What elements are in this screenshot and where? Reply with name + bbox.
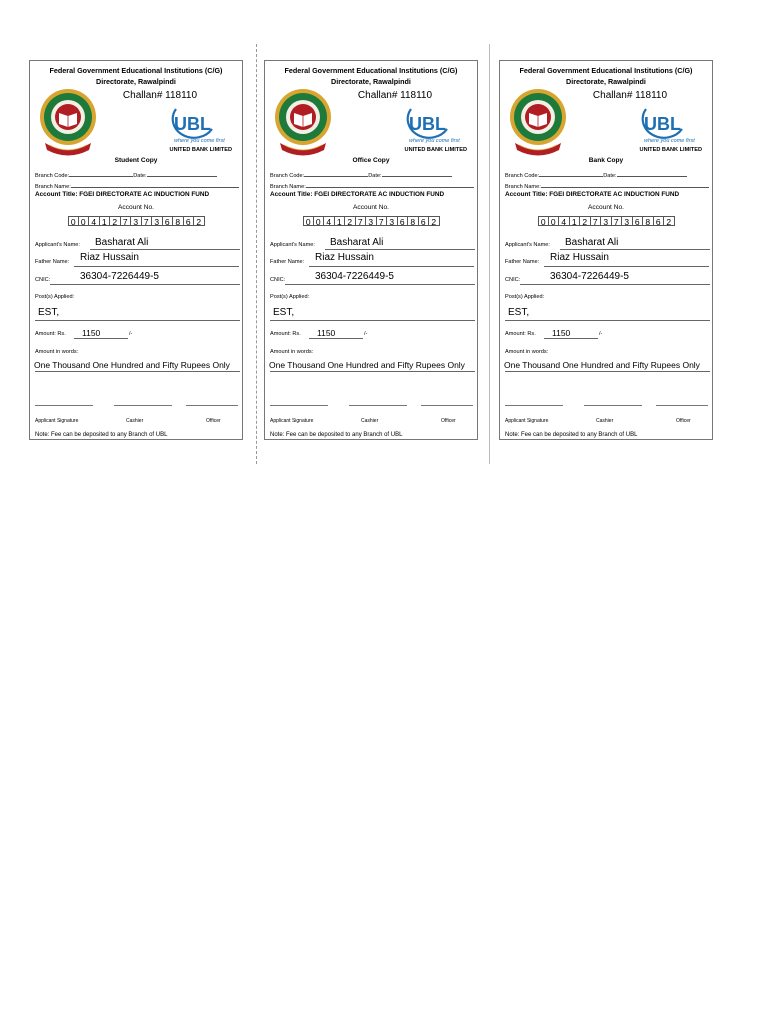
applicant-signature-label: Applicant Signature	[270, 418, 314, 424]
deposit-note: Note: Fee can be deposited to any Branch of UBL	[35, 432, 168, 438]
amount-words-value[interactable]: One Thousand One Hundred and Fifty Rupees Only	[504, 360, 700, 370]
cashier-label: Cashier	[126, 418, 144, 424]
amount-words-value[interactable]: One Thousand One Hundred and Fifty Rupees Only	[269, 360, 465, 370]
posts-value[interactable]: EST,	[38, 307, 60, 318]
ubl-logo-text: UBL	[644, 114, 681, 134]
account-digit: 4	[559, 216, 570, 226]
branch-code-input[interactable]	[304, 169, 368, 177]
posts-line	[505, 320, 710, 321]
father-name-value[interactable]: Riaz Hussain	[550, 252, 609, 263]
directorate-name: Directorate, Rawalpindi	[566, 77, 646, 86]
father-name-line	[74, 266, 239, 267]
date-input[interactable]	[147, 169, 217, 177]
officer-label: Officer	[441, 418, 456, 424]
date-input[interactable]	[382, 169, 452, 177]
ubl-logo-text: UBL	[409, 114, 446, 134]
account-digit: 0	[538, 216, 549, 226]
account-digit: 0	[549, 216, 560, 226]
account-digit: 7	[377, 216, 388, 226]
posts-label: Post(s) Applied:	[505, 294, 545, 300]
father-name-value[interactable]: Riaz Hussain	[315, 252, 374, 263]
applicant-signature-line	[35, 405, 93, 406]
account-digit: 8	[643, 216, 654, 226]
branch-code-input[interactable]	[69, 169, 133, 177]
cnic-line	[285, 284, 475, 285]
institution-name: Federal Government Educational Institutions (C/G)	[49, 66, 223, 75]
account-digit: 3	[601, 216, 612, 226]
account-number-boxes	[68, 216, 205, 226]
date-label: Date:	[133, 173, 147, 179]
account-digit: 6	[398, 216, 409, 226]
account-digit: 2	[345, 216, 356, 226]
amount-label: Amount: Rs.	[270, 331, 301, 337]
account-digit: 3	[387, 216, 398, 226]
account-digit: 0	[314, 216, 325, 226]
account-digit: 1	[100, 216, 111, 226]
challan-slip-2	[264, 60, 478, 440]
posts-line	[270, 320, 475, 321]
amount-suffix: /-	[599, 331, 603, 337]
father-name-label: Father Name:	[270, 259, 305, 265]
account-number-boxes	[303, 216, 440, 226]
account-digit: 3	[131, 216, 142, 226]
branch-code-label: Branch Code:	[505, 173, 540, 179]
applicant-name-value[interactable]: Basharat Ali	[330, 237, 384, 248]
account-digit: 2	[429, 216, 440, 226]
father-name-label: Father Name:	[35, 259, 70, 265]
applicant-name-label: Applicant's Name:	[505, 242, 550, 248]
date-input[interactable]	[617, 169, 687, 177]
account-digit: 3	[366, 216, 377, 226]
posts-label: Post(s) Applied:	[35, 294, 75, 300]
account-digit: 0	[68, 216, 79, 226]
account-number-boxes	[538, 216, 675, 226]
account-digit: 0	[303, 216, 314, 226]
amount-words-value[interactable]: One Thousand One Hundred and Fifty Rupees Only	[34, 360, 230, 370]
challan-number: Challan# 118110	[357, 90, 433, 101]
copy-title: Student Copy	[114, 157, 158, 164]
account-digit: 7	[142, 216, 153, 226]
account-title: Account Title: FGEI DIRECTORATE AC INDUCTION FUND	[35, 191, 210, 198]
ubl-logo-icon	[634, 105, 704, 147]
account-digit: 6	[633, 216, 644, 226]
applicant-name-line	[90, 249, 240, 250]
account-digit: 2	[194, 216, 205, 226]
account-digit: 3	[622, 216, 633, 226]
applicant-signature-label: Applicant Signature	[505, 418, 549, 424]
account-digit: 6	[419, 216, 430, 226]
cnic-label: CNIC:	[505, 277, 521, 283]
applicant-signature-label: Applicant Signature	[35, 418, 79, 424]
account-digit: 8	[408, 216, 419, 226]
posts-value[interactable]: EST,	[273, 307, 295, 318]
amount-line	[544, 338, 598, 339]
amount-words-label: Amount in words:	[505, 349, 549, 355]
account-no-label: Account No.	[118, 204, 154, 211]
cnic-value[interactable]: 36304-7226449-5	[315, 271, 394, 282]
account-digit: 8	[173, 216, 184, 226]
directorate-name: Directorate, Rawalpindi	[331, 77, 411, 86]
challan-number: Challan# 118110	[592, 90, 668, 101]
copy-title: Office Copy	[352, 157, 390, 164]
cnic-line	[50, 284, 240, 285]
ubl-logo-text: UBL	[174, 114, 211, 134]
date-label: Date:	[368, 173, 382, 179]
bank-name: UNITED BANK LIMITED	[169, 147, 232, 153]
applicant-signature-line	[505, 405, 563, 406]
cnic-line	[520, 284, 710, 285]
amount-value[interactable]: 1150	[552, 328, 571, 338]
cnic-label: CNIC:	[270, 277, 286, 283]
fgei-emblem-icon	[37, 87, 99, 161]
amount-value[interactable]: 1150	[317, 328, 336, 338]
account-digit: 2	[664, 216, 675, 226]
ubl-logo-icon	[164, 105, 234, 147]
branch-name-input[interactable]	[306, 180, 474, 188]
account-digit: 6	[184, 216, 195, 226]
account-digit: 0	[79, 216, 90, 226]
cnic-value[interactable]: 36304-7226449-5	[80, 271, 159, 282]
branch-name-row	[35, 180, 237, 190]
branch-name-input[interactable]	[541, 180, 709, 188]
account-digit: 7	[591, 216, 602, 226]
cashier-label: Cashier	[361, 418, 379, 424]
challan-number: Challan# 118110	[122, 90, 198, 101]
institution-name: Federal Government Educational Institutions (C/G)	[519, 66, 693, 75]
account-no-label: Account No.	[353, 204, 389, 211]
account-digit: 6	[654, 216, 665, 226]
amount-words-label: Amount in words:	[270, 349, 314, 355]
branch-code-row	[270, 169, 472, 179]
deposit-note: Note: Fee can be deposited to any Branch of UBL	[270, 432, 403, 438]
amount-words-label: Amount in words:	[35, 349, 79, 355]
officer-signature-line	[421, 405, 473, 406]
account-title: Account Title: FGEI DIRECTORATE AC INDUCTION FUND	[505, 191, 680, 198]
branch-name-row	[270, 180, 472, 190]
applicant-name-value[interactable]: Basharat Ali	[95, 237, 149, 248]
ubl-tagline: where you come first	[644, 138, 695, 144]
separator-2	[489, 44, 490, 464]
branch-code-row	[35, 169, 237, 179]
account-digit: 3	[152, 216, 163, 226]
account-no-label: Account No.	[588, 204, 624, 211]
applicant-name-line	[560, 249, 710, 250]
fgei-emblem-icon	[272, 87, 334, 161]
branch-name-label: Branch Name:	[35, 184, 71, 190]
ubl-tagline: where you come first	[409, 138, 460, 144]
date-label: Date:	[603, 173, 617, 179]
institution-name: Federal Government Educational Institutions (C/G)	[284, 66, 458, 75]
ubl-tagline: where you come first	[174, 138, 225, 144]
branch-name-input[interactable]	[71, 180, 239, 188]
ubl-logo-icon	[399, 105, 469, 147]
officer-signature-line	[186, 405, 238, 406]
copy-title: Bank Copy	[588, 157, 624, 164]
account-digit: 7	[121, 216, 132, 226]
account-digit: 2	[580, 216, 591, 226]
posts-label: Post(s) Applied:	[270, 294, 310, 300]
challan-slip-1	[29, 60, 243, 440]
posts-value[interactable]: EST,	[508, 307, 530, 318]
separator-1	[256, 44, 257, 464]
amount-line	[74, 338, 128, 339]
cashier-signature-line	[349, 405, 407, 406]
branch-code-label: Branch Code:	[35, 173, 70, 179]
account-digit: 7	[356, 216, 367, 226]
branch-code-label: Branch Code:	[270, 173, 305, 179]
officer-signature-line	[656, 405, 708, 406]
account-digit: 4	[324, 216, 335, 226]
amount-suffix: /-	[364, 331, 368, 337]
bank-name: UNITED BANK LIMITED	[404, 147, 467, 153]
deposit-note: Note: Fee can be deposited to any Branch of UBL	[505, 432, 638, 438]
account-digit: 1	[570, 216, 581, 226]
cnic-value[interactable]: 36304-7226449-5	[550, 271, 629, 282]
account-digit: 2	[110, 216, 121, 226]
amount-words-line	[505, 371, 710, 372]
amount-label: Amount: Rs.	[505, 331, 536, 337]
father-name-line	[309, 266, 474, 267]
fgei-emblem-icon	[507, 87, 569, 161]
branch-name-row	[505, 180, 707, 190]
cnic-label: CNIC:	[35, 277, 51, 283]
branch-code-row	[505, 169, 707, 179]
branch-code-input[interactable]	[539, 169, 603, 177]
directorate-name: Directorate, Rawalpindi	[96, 77, 176, 86]
challan-slip-3	[499, 60, 713, 440]
account-digit: 1	[335, 216, 346, 226]
account-title: Account Title: FGEI DIRECTORATE AC INDUCTION FUND	[270, 191, 445, 198]
account-digit: 4	[89, 216, 100, 226]
amount-label: Amount: Rs.	[35, 331, 66, 337]
applicant-signature-line	[270, 405, 328, 406]
amount-words-line	[35, 371, 240, 372]
applicant-name-label: Applicant's Name:	[270, 242, 315, 248]
officer-label: Officer	[206, 418, 221, 424]
officer-label: Officer	[676, 418, 691, 424]
branch-name-label: Branch Name:	[270, 184, 306, 190]
amount-line	[309, 338, 363, 339]
applicant-name-line	[325, 249, 475, 250]
amount-suffix: /-	[129, 331, 133, 337]
cashier-label: Cashier	[596, 418, 614, 424]
father-name-line	[544, 266, 709, 267]
father-name-label: Father Name:	[505, 259, 540, 265]
cashier-signature-line	[114, 405, 172, 406]
applicant-name-label: Applicant's Name:	[35, 242, 80, 248]
posts-line	[35, 320, 240, 321]
father-name-value[interactable]: Riaz Hussain	[80, 252, 139, 263]
account-digit: 6	[163, 216, 174, 226]
applicant-name-value[interactable]: Basharat Ali	[565, 237, 619, 248]
bank-name: UNITED BANK LIMITED	[639, 147, 702, 153]
account-digit: 7	[612, 216, 623, 226]
amount-words-line	[270, 371, 475, 372]
amount-value[interactable]: 1150	[82, 328, 101, 338]
cashier-signature-line	[584, 405, 642, 406]
branch-name-label: Branch Name:	[505, 184, 541, 190]
